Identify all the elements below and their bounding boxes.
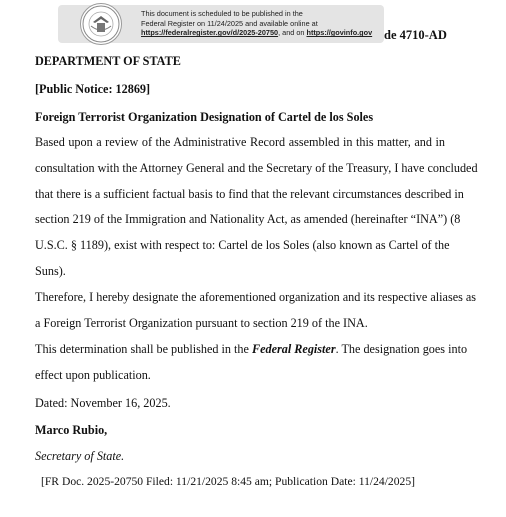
banner-line-3 xyxy=(141,28,386,38)
paragraph-1-line: U.S.C. § 1189), exist with respect to: Cartel de los Soles (also known as Cartel of the xyxy=(35,238,450,253)
federal-register-seal-icon xyxy=(80,3,122,45)
banner-line-2: Federal Register on 11/24/2025 and available online at xyxy=(141,18,318,28)
dated-line: Dated: November 16, 2025. xyxy=(35,396,171,410)
paragraph-3 xyxy=(35,337,468,389)
paragraph-3-post: . The designation goes into xyxy=(335,342,468,356)
federal-register-link[interactable]: https://federalregister.gov/d/2025-20750 xyxy=(141,28,279,38)
fr-doc-footer: [FR Doc. 2025-20750 Filed: 11/21/2025 8:45 am; Publication Date: 11/24/2025] xyxy=(41,475,415,488)
document-title: Foreign Terrorist Organization Designation of Cartel de los Soles xyxy=(35,110,374,124)
paragraph-2 xyxy=(35,285,477,337)
banner-text xyxy=(141,9,386,38)
paragraph-2-line: a Foreign Terrorist Organization pursuant to section 219 of the INA. xyxy=(35,315,368,330)
paragraph-1-line: that there is a sufficient factual basis to find that the relevant circumstances described in xyxy=(35,186,464,201)
paragraph-3-pre: This determination shall be published in the xyxy=(35,342,252,356)
govinfo-link[interactable]: https://govinfo.gov xyxy=(306,28,373,38)
federal-register-emphasis: Federal Register xyxy=(251,342,336,356)
department-heading: DEPARTMENT OF STATE xyxy=(35,54,181,68)
paragraph-2-line: Therefore, I hereby designate the aforementioned organization and its respective aliases as xyxy=(35,290,477,304)
paragraph-3-line xyxy=(35,337,468,363)
paragraph-1-line: section 219 of the Immigration and Nationality Act, as amended (hereinafter “INA”) (8 xyxy=(35,212,461,227)
banner-line-1: This document is scheduled to be published in the xyxy=(141,9,303,18)
paragraph-1 xyxy=(35,130,478,285)
signer-name: Marco Rubio, xyxy=(35,423,108,437)
paragraph-1-line: consultation with the Attorney General and the Secretary of the Treasury, I have concluded xyxy=(35,160,478,175)
public-notice: [Public Notice: 12869] xyxy=(35,82,151,96)
banner-and-text: , and on xyxy=(278,28,307,38)
agency-billing-code: de 4710-AD xyxy=(384,28,447,42)
paragraph-3-line: effect upon publication. xyxy=(35,367,151,382)
paragraph-1-line: Suns). xyxy=(35,263,66,278)
signer-title: Secretary of State. xyxy=(35,449,125,463)
paragraph-1-line: Based upon a review of the Administrative Record assembled in this matter, and in xyxy=(35,135,445,149)
